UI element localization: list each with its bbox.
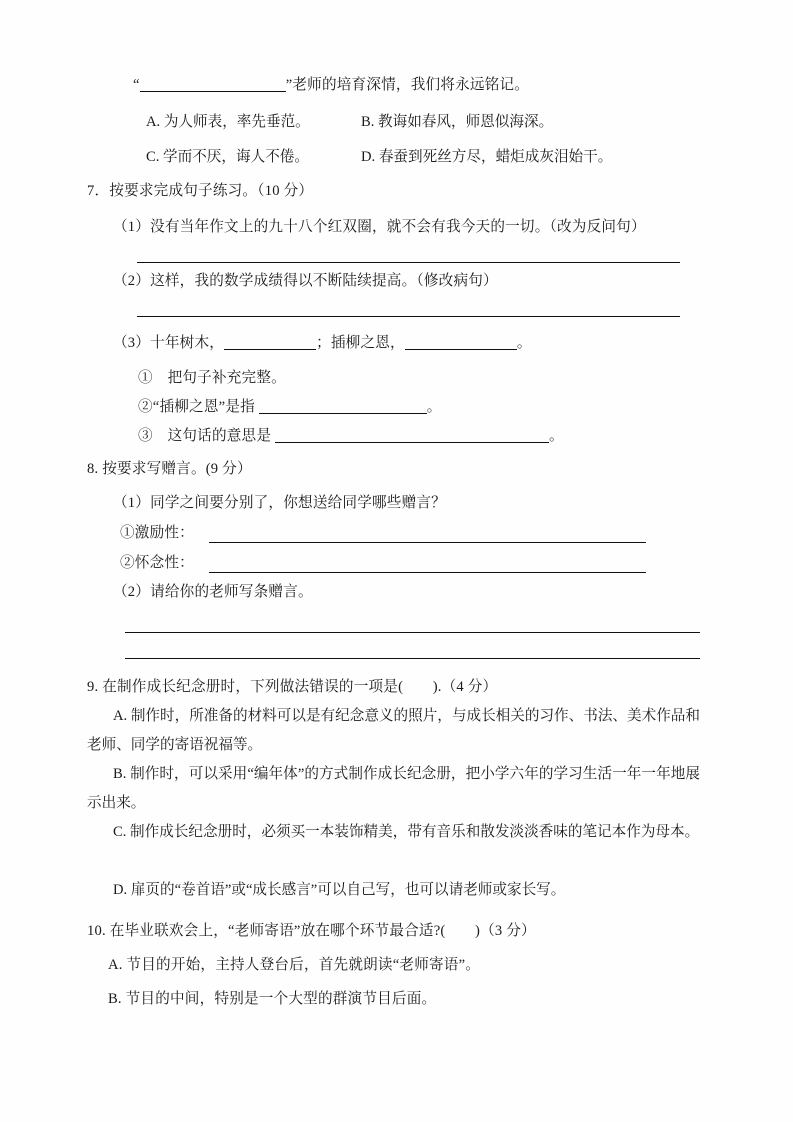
q7-item3-sub3-tail: 。 [549,428,564,444]
q8-part2-text: （2）请给你的老师写条赠言。 [113,584,313,600]
q7-title: 7．按要求完成句子练习。（10 分） [87,183,314,199]
q8-part2-answer-line-1[interactable] [125,632,700,633]
q6-option-d[interactable] [361,145,612,166]
q6-option-a-label: A. 为人师表，率先垂范。 [146,114,310,130]
q6-stem-line [133,76,529,94]
q8-part2-answer-line-2[interactable] [125,658,700,659]
q7-item3-sub3-blank[interactable] [275,428,549,443]
q7-item1-answer-line[interactable] [137,262,680,263]
q7-item3-prefix: （3）十年树木， [113,335,225,351]
q7-item3-sub2-label: ②“插柳之恩”是指 [138,399,255,415]
q7-item3-text [113,334,532,352]
q7-item3-sub1: ① 把句子补充完整。 [138,370,286,386]
q9-option-c[interactable] [87,818,700,847]
q7-item2-text: （2）这样，我的数学成绩得以不断陆续提高。（修改病句） [113,273,498,289]
q10-option-b-label: B. 节目的中间，特别是一个大型的群演节目后面。 [108,991,437,1007]
q6-option-b-label: B. 教诲如春风，师恩似海深。 [361,114,554,130]
q7-item3-middle: ；插柳之恩， [316,335,405,351]
q10-option-a-label: A. 节目的开始，主持人登台后，首先就朗读“老师寄语”。 [108,957,481,973]
q8-line1-label: ①激励性： [120,525,194,541]
q9-option-b[interactable] [87,760,700,818]
q6-answer-blank[interactable] [140,77,286,92]
q6-option-c[interactable] [146,145,309,166]
q9-title: 9. 在制作成长纪念册时，下列做法错误的一项是( ).（4 分） [87,679,498,695]
q6-option-a[interactable] [146,110,310,131]
q7-item3-blank-1[interactable] [224,335,316,350]
q9-option-d[interactable] [87,876,700,905]
q7-item3-suffix: 。 [516,335,532,351]
q7-item3-sub2-blank[interactable] [259,399,427,414]
q7-item1-text: （1）没有当年作文上的九十八个红双圈，就不会有我今天的一切。（改为反问句） [113,219,646,235]
q7-item3-blank-2[interactable] [405,335,517,350]
q7-item2-answer-line[interactable] [137,316,680,317]
q7-item3-sub3 [138,427,564,445]
q6-option-d-label: D. 春蚕到死丝方尽，蜡炬成灰泪始干。 [361,149,613,165]
q7-item3-sub2 [138,398,442,416]
q8-line1-answer-line[interactable] [209,542,646,543]
q10-option-a[interactable] [108,956,480,974]
q6-open-quote: “ [133,77,140,93]
q6-option-b[interactable] [361,110,553,131]
q7-item3-sub2-tail: 。 [426,399,442,415]
q9-option-c-label: C. 制作成长纪念册时，必须买一本装饰精美，带有音乐和散发淡淡香味的笔记本作为母本。 [113,824,700,840]
q7-item3-sub3-label: ③ 这句话的意思是 [138,428,272,444]
q8-line2-label: ②怀念性： [120,555,194,571]
q8-part1-text: （1）同学之间要分别了，你想送给同学哪些赠言？ [113,495,446,511]
q8-title: 8. 按要求写赠言。(9 分） [87,461,252,477]
q6-stem-text: ”老师的培育深情，我们将永远铭记。 [285,77,530,93]
q8-line2-answer-line[interactable] [209,572,646,573]
q10-title: 10. 在毕业联欢会上，“老师寄语”放在哪个环节最合适?( )（3 分） [87,923,536,939]
q9-option-a[interactable] [87,702,700,760]
q9-option-d-label: D. 扉页的“卷首语”或“成长感言”可以自己写，也可以请老师或家长写。 [113,882,566,898]
q10-option-b[interactable] [108,990,436,1008]
q9-option-a-label: A. 制作时，所准备的材料可以是有纪念意义的照片，与成长相关的习作、书法、美术作品和老师、同学的寄语祝福等。 [87,708,700,753]
q6-option-c-label: C. 学而不厌，诲人不倦。 [146,149,309,165]
q9-option-b-label: B. 制作时，可以采用“编年体”的方式制作成长纪念册，把小学六年的学习生活一年一年地展示出来。 [87,766,700,811]
